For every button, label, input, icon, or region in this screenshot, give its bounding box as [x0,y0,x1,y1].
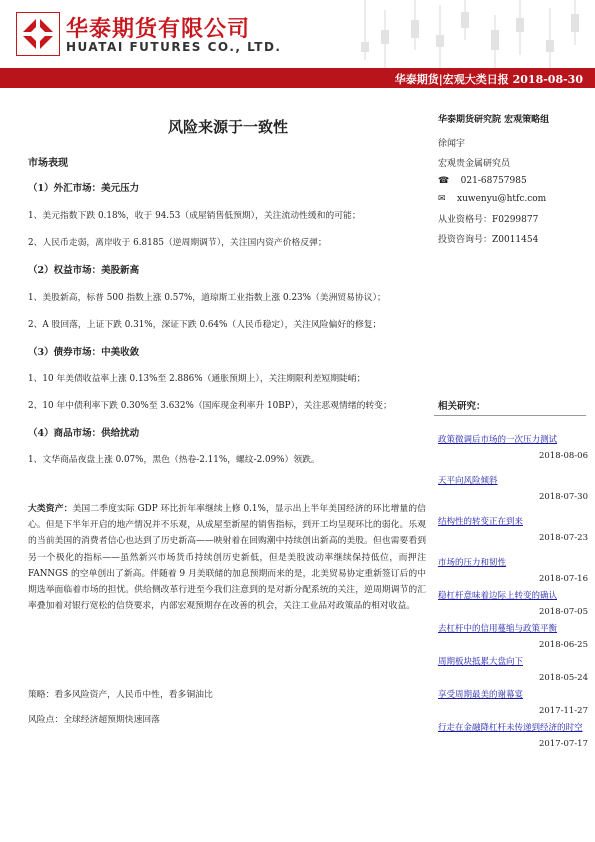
research-org: 华泰期货研究院 宏观策略组 [438,115,550,125]
related-item [438,654,588,683]
email-address[interactable]: xuwenyu@htfc.com [457,194,547,204]
related-link[interactable]: 去杠杆中的信用蔓缩与政策平衡 [438,624,558,634]
related-link[interactable]: 周期板块抵累大盘向下 [438,657,524,667]
related-divider [434,415,586,416]
related-link[interactable]: 享受周期最美的谢幕宴 [438,690,524,700]
risk-line: 风险点：全球经济超预期快速回落 [28,715,160,725]
related-date: 2018-07-30 [538,492,588,502]
bond-heading: （3）债券市场：中美收敛 [28,347,140,358]
related-item [438,621,588,650]
header-decoration-graphic [345,0,595,68]
company-logo [16,12,60,56]
qualification-number: 从业资格号：F0299877 [438,215,539,225]
phone-row [438,176,527,186]
equity-item-2: 2、A 股回落，上证下跌 0.31%，深证下跌 0.64%（人民币稳定），关注风险偏好的修复； [28,320,382,330]
fx-item-1: 1、美元指数下跌 0.18%，收于 94.53（成屋销售低预期），关注流动性缓和的可能； [28,211,361,221]
analyst-name: 徐闻宇 [438,139,466,149]
asset-label: 大类资产： [28,504,73,514]
related-link[interactable]: 结构性的转变正在到来 [438,517,524,527]
analyst-role: 宏观贵金属研究员 [438,159,511,169]
asset-paragraph [28,501,426,614]
bond-item-1: 1、10 年美债收益率上涨 0.13%至 2.886%（通胀预期上），关注期限利差短期陡峭； [28,374,366,384]
company-name-en: HUATAI FUTURES CO., LTD. [66,40,282,54]
email-icon: ✉ [438,194,446,204]
section-title-market: 市场表现 [28,158,68,169]
commodity-heading: （4）商品市场：供给扰动 [28,428,140,439]
related-link[interactable]: 天平向风险倾斜 [438,476,498,486]
phone-icon: ☎ [438,176,450,186]
related-date: 2018-05-24 [538,673,588,683]
fx-item-2: 2、人民币走弱，离岸收于 6.8185（逆周期调节），关注国内资产价格反弹； [28,238,327,248]
report-banner [0,68,595,88]
email-row [438,194,546,204]
related-item [438,687,588,716]
related-date: 2018-07-16 [538,574,588,584]
equity-item-1: 1、美股新高，标普 500 指数上涨 0.57%，道琼斯工业指数上涨 0.23%（美洲贸易协议）； [28,293,386,303]
related-item [438,473,588,502]
company-name-cn: 华泰期货有限公司 [66,17,251,42]
bond-item-2: 2、10 年中债利率下跌 0.30%至 3.632%（国库现金利率升 10BP），关注恶观情绪的转变； [28,401,392,411]
fx-heading: （1）外汇市场：美元压力 [28,183,140,194]
strategy-line: 策略：看多风险资产，人民币中性，看多铜油比 [28,690,213,700]
commodity-item-1: 1、文华商品夜盘上涨 0.07%，黑色（热卷-2.11%，螺纹-2.09%）领跌。 [28,455,320,465]
equity-heading: （2）权益市场：美股新高 [28,265,140,276]
phone-number: 021-68757985 [460,176,527,186]
related-item [438,432,588,461]
related-item [438,555,588,584]
banner-text: 华泰期货|宏观大类日报 2018-08-30 [394,73,583,86]
related-link[interactable]: 政策微调后市场的一次压力测试 [438,435,558,445]
asset-text: 美国二季度实际 GDP 环比折年率继续上修 0.1%，显示出上半年美国经济的环比增量的信心。但是下半年开启的地产情况并不乐观，从成屋至新屋的销售指标，到开工均呈现环比的弱化。乐观的当前美国的消费者信心也达到了历史新高——映射着在回购潮中持续创出新高的美股。但也需要看到另一个极化的指标——虽然新兴市场货币持续创历史新低，但是美股波动率继续保持低位，而押注 FANNGS 的空单创出了新高。伴随着 9 月美联储的加息预期而来的是，北美贸易协定重新签订后的中期选举面临着市场的担忧。供给侧改革行进至今我们注意到的是对新分配系统的关注，逆周期调节的汇率叠加着对银行宽松的信贷要求，内部宏观预期存在改善的机会，关注工业品对政策品的相对收益。 [28,504,426,612]
report-header [0,0,595,68]
logo-icon [17,13,59,55]
advisor-number: 投资咨询号：Z0011454 [438,235,539,245]
related-item [438,720,588,749]
analyst-sidebar [438,112,588,245]
related-item [438,588,588,617]
related-link[interactable]: 行走在金融降杠杆未传递到经济的时空 [438,723,583,733]
related-date: 2018-07-23 [538,533,588,543]
related-date: 2017-11-27 [538,706,588,716]
related-link[interactable]: 稳杠杆意味着边际上转变的确认 [438,591,558,601]
related-research-title: 相关研究： [438,401,486,412]
related-date: 2018-08-06 [538,451,588,461]
related-date: 2018-06-25 [538,640,588,650]
related-date: 2018-07-05 [538,607,588,617]
related-link[interactable]: 市场的压力和韧性 [438,558,507,568]
report-title: 风险来源于一致性 [168,118,289,136]
related-item [438,514,588,543]
related-date: 2017-07-17 [538,739,588,749]
